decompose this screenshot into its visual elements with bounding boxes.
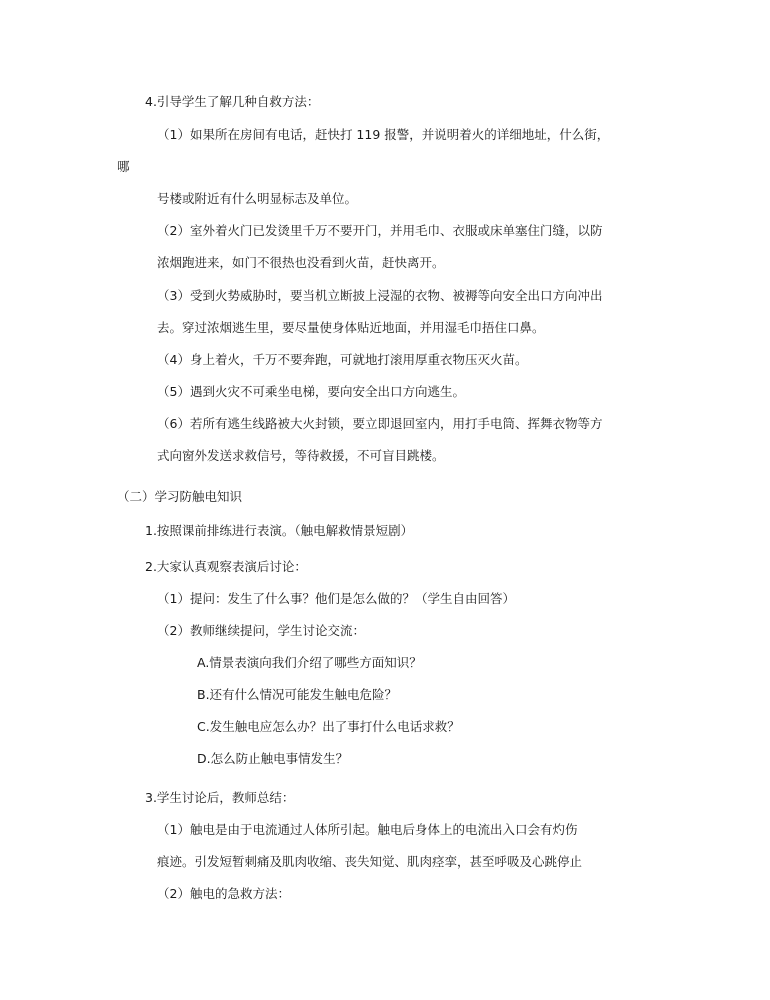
summary-1-line-2: 痕迹。引发短暂刺痛及肌肉收缩、丧失知觉、肌肉痉挛，甚至呼吸及心跳停止 bbox=[157, 854, 583, 869]
method-4: （4）身上着火，千万不要奔跑，可就地打滚用厚重衣物压灭火苗。 bbox=[157, 352, 528, 367]
step-2: 2.大家认真观察表演后讨论： bbox=[145, 559, 307, 574]
section-2-heading: （二）学习防触电知识 bbox=[117, 489, 243, 504]
method-2-line-2: 浓烟跑进来，如门不很热也没看到火苗，赶快离开。 bbox=[157, 255, 445, 270]
method-1-line-2: 哪 bbox=[117, 159, 130, 174]
method-3-line-2: 去。穿过浓烟逃生里，要尽量使身体贴近地面，并用湿毛巾捂住口鼻。 bbox=[157, 320, 545, 335]
step-4-heading: 4.引导学生了解几种自救方法： bbox=[145, 94, 320, 109]
summary-2: （2）触电的急救方法： bbox=[157, 886, 290, 901]
method-5: （5）遇到火灾不可乘坐电梯，要向安全出口方向逃生。 bbox=[157, 384, 465, 399]
discussion-b: B.还有什么情况可能发生触电危险？ bbox=[197, 687, 398, 702]
question-2: （2）教师继续提问，学生讨论交流： bbox=[157, 623, 365, 638]
summary-1-line-1: （1）触电是由于电流通过人体所引起。触电后身体上的电流出入口会有灼伤 bbox=[157, 822, 578, 837]
method-6-line-1: （6）若所有逃生线路被大火封锁，要立即退回室内，用打手电筒、挥舞衣物等方 bbox=[157, 416, 603, 431]
method-1-line-3: 号楼或附近有什么明显标志及单位。 bbox=[157, 191, 358, 206]
method-2-line-1: （2）室外着火门已发烫里千万不要开门，并用毛巾、衣服或床单塞住门缝，以防 bbox=[157, 223, 603, 238]
method-3-line-1: （3）受到火势威胁时，要当机立断披上浸湿的衣物、被褥等向安全出口方向冲出 bbox=[157, 288, 603, 303]
question-1: （1）提问：发生了什么事？他们是怎么做的？（学生自由回答） bbox=[157, 591, 515, 606]
step-3: 3.学生讨论后，教师总结： bbox=[145, 790, 295, 805]
discussion-a: A.情景表演向我们介绍了哪些方面知识？ bbox=[197, 655, 422, 670]
method-1-line-1: （1）如果所在房间有电话，赶快打 119 报警，并说明着火的详细地址，什么街， bbox=[157, 127, 610, 142]
method-6-line-2: 式向窗外发送求救信号，等待救援，不可盲目跳楼。 bbox=[157, 448, 445, 463]
step-1: 1.按照课前排练进行表演。（触电解救情景短剧） bbox=[145, 523, 414, 538]
discussion-c: C.发生触电应怎么办？出了事打什么电话求救？ bbox=[197, 719, 460, 734]
discussion-d: D.怎么防止触电事情发生？ bbox=[197, 751, 349, 766]
